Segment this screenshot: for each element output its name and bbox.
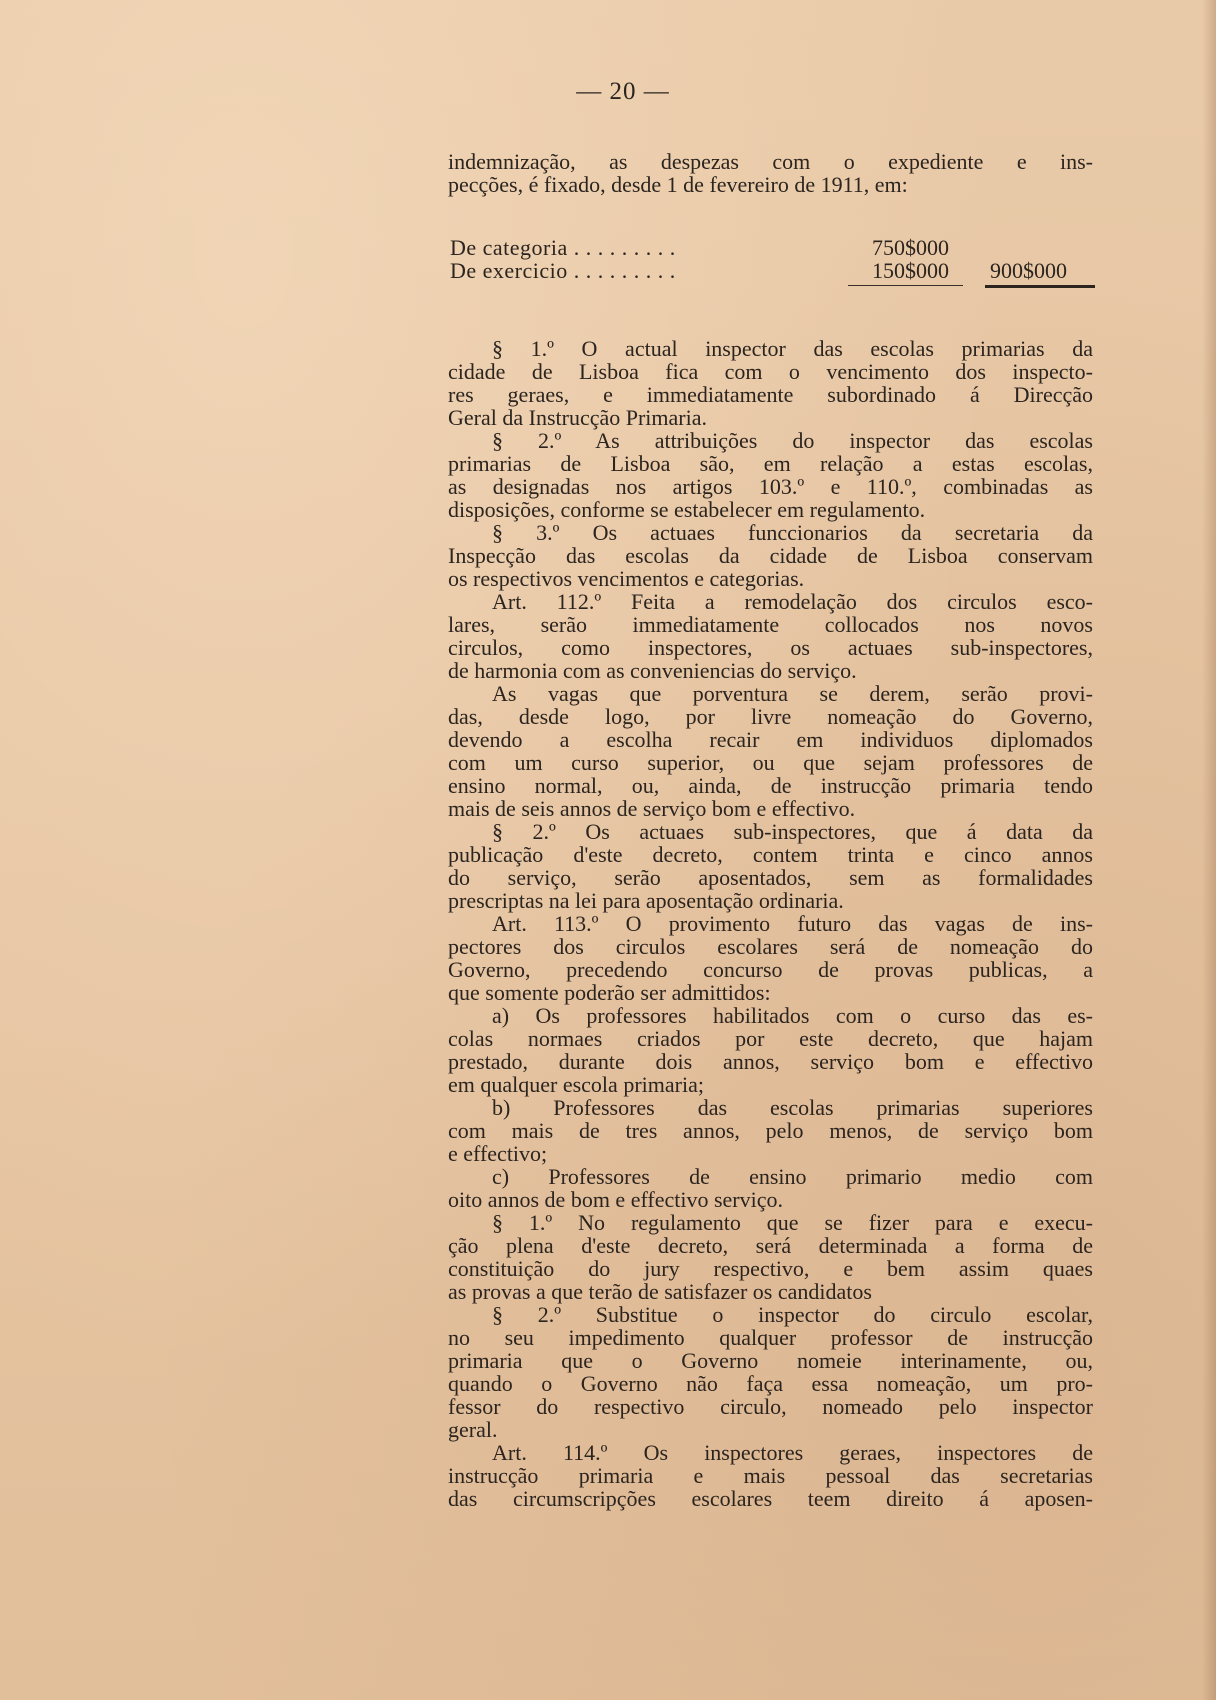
text-line: de harmonia com as conveniencias do serviço. xyxy=(448,658,857,683)
text-line: oito annos de bom e effectivo serviço. xyxy=(448,1187,783,1212)
table-row xyxy=(450,259,1095,282)
subtotal-rule xyxy=(848,285,963,286)
text-line: em qualquer escola primaria; xyxy=(448,1072,704,1097)
text-line: § 2.º Substitue o inspector do circulo escolar, xyxy=(492,1302,1093,1327)
text-line: prestado, durante dois annos, serviço bom e effectivo xyxy=(448,1049,1093,1074)
text-line: § 2.º Os actuaes sub-inspectores, que á data da xyxy=(492,819,1093,844)
row-total: 900$000 xyxy=(990,258,1067,283)
text-line: Governo, precedendo concurso de provas publicas, a xyxy=(448,957,1093,982)
text-line: Art. 112.º Feita a remodelação dos circulos esco- xyxy=(492,589,1093,614)
text-line: devendo a escolha recair em individuos diplomados xyxy=(448,727,1093,752)
text-line: § 1.º No regulamento que se fizer para e execu- xyxy=(492,1210,1093,1235)
text-line: res geraes, e immediatamente subordinado á Direcção xyxy=(448,382,1093,407)
text-line: primaria que o Governo nomeie interinamente, ou, xyxy=(448,1348,1093,1373)
text-line: e effectivo; xyxy=(448,1141,548,1166)
text-line: os respectivos vencimentos e categorias. xyxy=(448,566,805,591)
text-line: a) Os professores habilitados com o curso das es- xyxy=(492,1003,1093,1028)
text-line: indemnização, as despezas com o expediente e ins- xyxy=(448,149,1093,174)
text-line: Art. 113.º O provimento futuro das vagas de ins- xyxy=(492,911,1093,936)
text-line: As vagas que porventura se derem, serão provi- xyxy=(492,681,1093,706)
text-line: circulos, como inspectores, os actuaes sub-inspectores, xyxy=(448,635,1093,660)
text-line: Geral da Instrucção Primaria. xyxy=(448,405,707,430)
total-rule xyxy=(985,285,1095,288)
text-line: ção plena d'este decreto, será determinada a forma de xyxy=(448,1233,1093,1258)
text-line: primarias de Lisboa são, em relação a estas escolas, xyxy=(448,451,1093,476)
row-label: De exercicio . . . . . . . . . xyxy=(450,258,676,283)
text-line: lares, serão immediatamente collocados nos novos xyxy=(448,612,1093,637)
text-line: mais de seis annos de serviço bom e effectivo. xyxy=(448,796,856,821)
row-amount: 750$000 xyxy=(872,235,949,260)
text-line: b) Professores das escolas primarias superiores xyxy=(492,1095,1093,1120)
page-number: — 20 — xyxy=(576,78,670,105)
text-line: quando o Governo não faça essa nomeação, um pro- xyxy=(448,1371,1093,1396)
table-row xyxy=(450,236,1095,259)
text-line: § 3.º Os actuaes funccionarios da secretaria da xyxy=(492,520,1093,545)
text-line: § 2.º As attribuições do inspector das escolas xyxy=(492,428,1093,453)
salary-table xyxy=(450,236,1095,282)
body-text xyxy=(448,337,1093,1510)
text-line: as provas a que terão de satisfazer os candidatos xyxy=(448,1279,872,1304)
text-line: pectores dos circulos escolares será de nomeação do xyxy=(448,934,1093,959)
text-line: com um curso superior, ou que sejam professores de xyxy=(448,750,1093,775)
text-line: as designadas nos artigos 103.º e 110.º, combinadas as xyxy=(448,474,1093,499)
text-line: publicação d'este decreto, contem trinta e cinco annos xyxy=(448,842,1093,867)
row-amount: 150$000 xyxy=(872,258,949,283)
text-line: do serviço, serão aposentados, sem as formalidades xyxy=(448,865,1093,890)
text-line: Inspecção das escolas da cidade de Lisboa conservam xyxy=(448,543,1093,568)
text-line: cidade de Lisboa fica com o vencimento dos inspecto- xyxy=(448,359,1093,384)
text-line: fessor do respectivo circulo, nomeado pelo inspector xyxy=(448,1394,1093,1419)
text-line: prescriptas na lei para aposentação ordinaria. xyxy=(448,888,844,913)
text-line: geral. xyxy=(448,1417,498,1442)
text-line: pecções, é fixado, desde 1 de fevereiro de 1911, em: xyxy=(448,172,908,197)
text-line: das circumscripções escolares teem direito á aposen- xyxy=(448,1486,1093,1511)
text-line: com mais de tres annos, pelo menos, de serviço bom xyxy=(448,1118,1093,1143)
text-line: Art. 114.º Os inspectores geraes, inspectores de xyxy=(492,1440,1093,1465)
text-line: colas normaes criados por este decreto, que hajam xyxy=(448,1026,1093,1051)
text-line: instrucção primaria e mais pessoal das secretarias xyxy=(448,1463,1093,1488)
text-line: c) Professores de ensino primario medio com xyxy=(492,1164,1093,1189)
text-line: das, desde logo, por livre nomeação do Governo, xyxy=(448,704,1093,729)
row-label: De categoria . . . . . . . . . xyxy=(450,235,676,260)
page-edge-shadow xyxy=(1202,0,1216,1700)
text-line: que somente poderão ser admittidos: xyxy=(448,980,771,1005)
text-line: constituição do jury respectivo, e bem assim quaes xyxy=(448,1256,1093,1281)
text-line: no seu impedimento qualquer professor de instrucção xyxy=(448,1325,1093,1350)
text-line: ensino normal, ou, ainda, de instrucção primaria tendo xyxy=(448,773,1093,798)
text-line: § 1.º O actual inspector das escolas primarias da xyxy=(492,336,1093,361)
text-line: disposições, conforme se estabelecer em regulamento. xyxy=(448,497,926,522)
intro-paragraph xyxy=(448,150,1093,196)
